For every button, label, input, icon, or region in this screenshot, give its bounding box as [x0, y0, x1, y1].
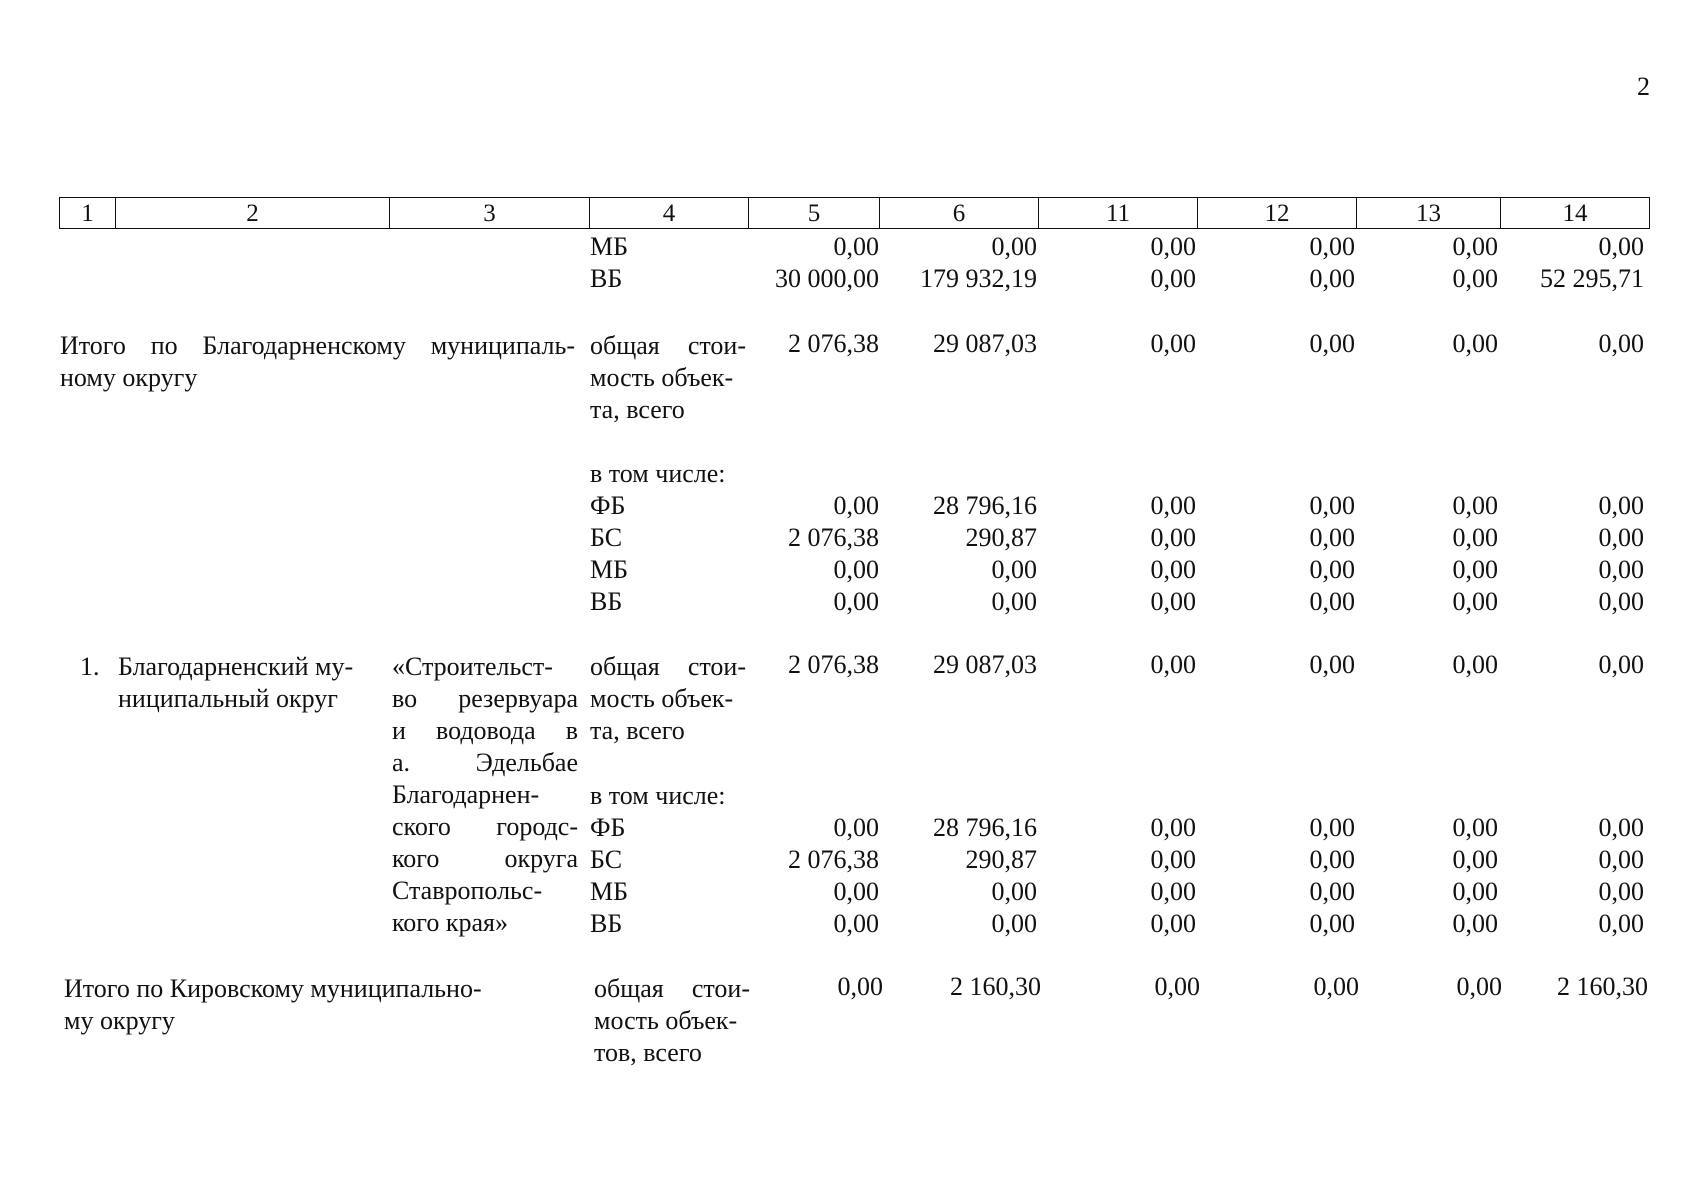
value-col-14: 0,00 — [1598, 232, 1644, 261]
page-number: 2 — [1637, 72, 1650, 101]
total-cost-label-line: общая стои- — [590, 652, 746, 681]
value-col-12: 0,00 — [1309, 523, 1355, 552]
funding-source-label: ВБ — [590, 909, 623, 938]
value-col-14: 0,00 — [1598, 909, 1644, 938]
value-col-12: 0,00 — [1309, 329, 1355, 358]
value-col-11: 0,00 — [1150, 909, 1196, 938]
value-col-14: 0,00 — [1598, 587, 1644, 616]
value-col-5: 0,00 — [833, 909, 879, 938]
value-col-13: 0,00 — [1456, 972, 1502, 1001]
value-col-11: 0,00 — [1150, 555, 1196, 584]
value-col-6: 29 087,03 — [933, 329, 1037, 358]
total-cost-label-line: мость объек- — [590, 684, 734, 713]
value-col-14: 0,00 — [1598, 329, 1644, 358]
value-col-13: 0,00 — [1452, 329, 1498, 358]
header-cell-14: 14 — [1562, 200, 1588, 227]
section-title-line: ному округу — [60, 363, 198, 392]
funding-source-label: БС — [590, 523, 623, 552]
value-col-6: 290,87 — [965, 845, 1037, 874]
value-col-12: 0,00 — [1309, 845, 1355, 874]
total-cost-label-line: мость объек- — [590, 363, 734, 392]
value-col-14: 2 160,30 — [1557, 972, 1648, 1001]
value-col-13: 0,00 — [1452, 491, 1498, 520]
funding-source-label: МБ — [590, 877, 629, 906]
value-col-6: 0,00 — [991, 555, 1037, 584]
header-cell-6: 6 — [880, 198, 1039, 228]
header-cell-1: 1 — [60, 198, 116, 228]
value-col-11: 0,00 — [1150, 491, 1196, 520]
value-col-12: 0,00 — [1309, 587, 1355, 616]
value-col-5: 2 076,38 — [788, 329, 879, 358]
value-col-5: 2 076,38 — [788, 650, 879, 679]
value-col-13: 0,00 — [1452, 877, 1498, 906]
district-name-line: Благодарненский му- — [118, 652, 354, 681]
funding-source-label: ФБ — [590, 813, 626, 842]
value-col-6: 28 796,16 — [933, 491, 1037, 520]
header-cell-12: 12 — [1198, 198, 1357, 228]
value-col-6: 2 160,30 — [950, 972, 1041, 1001]
funding-source-label: БС — [590, 845, 623, 874]
value-col-5: 0,00 — [833, 877, 879, 906]
value-col-12: 0,00 — [1309, 264, 1355, 293]
table-header-row — [59, 197, 1650, 229]
value-col-6: 290,87 — [965, 523, 1037, 552]
total-cost-label — [590, 651, 746, 747]
value-col-13: 0,00 — [1452, 555, 1498, 584]
total-cost-label-line: общая стои- — [590, 331, 746, 360]
district-name-line: ниципальный округ — [118, 684, 338, 713]
value-col-11: 0,00 — [1150, 650, 1196, 679]
total-cost-label-line: мость объек- — [594, 1006, 738, 1035]
value-col-14: 52 295,71 — [1540, 264, 1644, 293]
section-title — [64, 973, 534, 1037]
funding-source-label: ВБ — [590, 264, 623, 293]
value-col-14: 0,00 — [1598, 813, 1644, 842]
header-cell-11: 11 — [1039, 198, 1198, 228]
object-name-line: Ставропольс- — [392, 876, 543, 905]
object-name — [392, 651, 578, 939]
object-name-line: ского городс- — [392, 812, 578, 841]
funding-source-label: МБ — [590, 555, 629, 584]
value-col-14: 0,00 — [1598, 650, 1644, 679]
object-name-line: «Строительст- — [392, 652, 553, 681]
value-col-14: 0,00 — [1598, 877, 1644, 906]
value-col-14: 0,00 — [1598, 523, 1644, 552]
total-cost-label-line: та, всего — [590, 716, 685, 745]
section-title-line: Итого по Кировскому муниципально- — [64, 974, 482, 1003]
value-col-13: 0,00 — [1452, 264, 1498, 293]
value-col-11: 0,00 — [1150, 523, 1196, 552]
value-col-12: 0,00 — [1313, 972, 1359, 1001]
value-col-11: 0,00 — [1150, 587, 1196, 616]
section-title — [60, 330, 575, 394]
value-col-5: 0,00 — [837, 972, 883, 1001]
value-col-5: 2 076,38 — [788, 845, 879, 874]
value-col-6: 0,00 — [991, 877, 1037, 906]
value-col-6: 28 796,16 — [933, 813, 1037, 842]
header-cell-5: 5 — [749, 198, 880, 228]
header-cell-4: 4 — [590, 198, 749, 228]
total-cost-label-line: та, всего — [590, 395, 685, 424]
district-name — [118, 651, 373, 715]
value-col-12: 0,00 — [1309, 650, 1355, 679]
header-cell-2: 2 — [116, 198, 390, 228]
including-label: в том числе: — [590, 781, 726, 810]
object-name-line: кого округа — [392, 844, 578, 873]
value-col-5: 0,00 — [833, 813, 879, 842]
value-col-6: 29 087,03 — [933, 650, 1037, 679]
value-col-12: 0,00 — [1309, 555, 1355, 584]
value-col-12: 0,00 — [1309, 909, 1355, 938]
value-col-14: 0,00 — [1598, 845, 1644, 874]
value-col-11: 0,00 — [1150, 845, 1196, 874]
value-col-13: 0,00 — [1452, 845, 1498, 874]
value-col-13: 0,00 — [1452, 909, 1498, 938]
value-col-14: 0,00 — [1598, 491, 1644, 520]
value-col-5: 2 076,38 — [788, 523, 879, 552]
value-col-11: 0,00 — [1154, 972, 1200, 1001]
value-col-13: 0,00 — [1452, 523, 1498, 552]
value-col-6: 0,00 — [991, 232, 1037, 261]
value-col-6: 0,00 — [991, 587, 1037, 616]
value-col-5: 0,00 — [833, 491, 879, 520]
funding-source-label: ВБ — [590, 587, 623, 616]
value-col-12: 0,00 — [1309, 491, 1355, 520]
funding-source-label: ФБ — [590, 491, 626, 520]
value-col-5: 0,00 — [833, 232, 879, 261]
total-cost-label — [594, 973, 750, 1069]
value-col-11: 0,00 — [1150, 813, 1196, 842]
value-col-6: 0,00 — [991, 909, 1037, 938]
value-col-5: 30 000,00 — [775, 264, 879, 293]
header-cell-3: 3 — [390, 198, 590, 228]
object-name-line: а. Эдельбае — [392, 748, 578, 777]
header-cell-13: 13 — [1357, 198, 1501, 228]
value-col-11: 0,00 — [1150, 232, 1196, 261]
value-col-14: 0,00 — [1598, 555, 1644, 584]
section-title-line: Итого по Благодарненскому муниципаль- — [60, 331, 575, 360]
value-col-11: 0,00 — [1150, 877, 1196, 906]
total-cost-label-line: общая стои- — [594, 974, 750, 1003]
value-col-13: 0,00 — [1452, 813, 1498, 842]
object-name-line: во резервуара — [392, 684, 578, 713]
value-col-12: 0,00 — [1309, 877, 1355, 906]
value-col-5: 0,00 — [833, 555, 879, 584]
value-col-11: 0,00 — [1150, 264, 1196, 293]
value-col-6: 179 932,19 — [920, 264, 1037, 293]
value-col-13: 0,00 — [1452, 650, 1498, 679]
value-col-12: 0,00 — [1309, 813, 1355, 842]
total-cost-label-line: тов, всего — [594, 1038, 702, 1067]
including-label: в том числе: — [590, 459, 726, 488]
object-name-line: кого края» — [392, 908, 508, 937]
object-name-line: и водовода в — [392, 716, 578, 745]
section-title-line: му округу — [64, 1006, 175, 1035]
object-name-line: Благодарнен- — [392, 780, 540, 809]
value-col-13: 0,00 — [1452, 587, 1498, 616]
total-cost-label — [590, 330, 746, 426]
value-col-13: 0,00 — [1452, 232, 1498, 261]
item-number: 1. — [80, 652, 100, 681]
value-col-5: 0,00 — [833, 587, 879, 616]
value-col-11: 0,00 — [1150, 329, 1196, 358]
value-col-12: 0,00 — [1309, 232, 1355, 261]
funding-source-label: МБ — [590, 232, 629, 261]
